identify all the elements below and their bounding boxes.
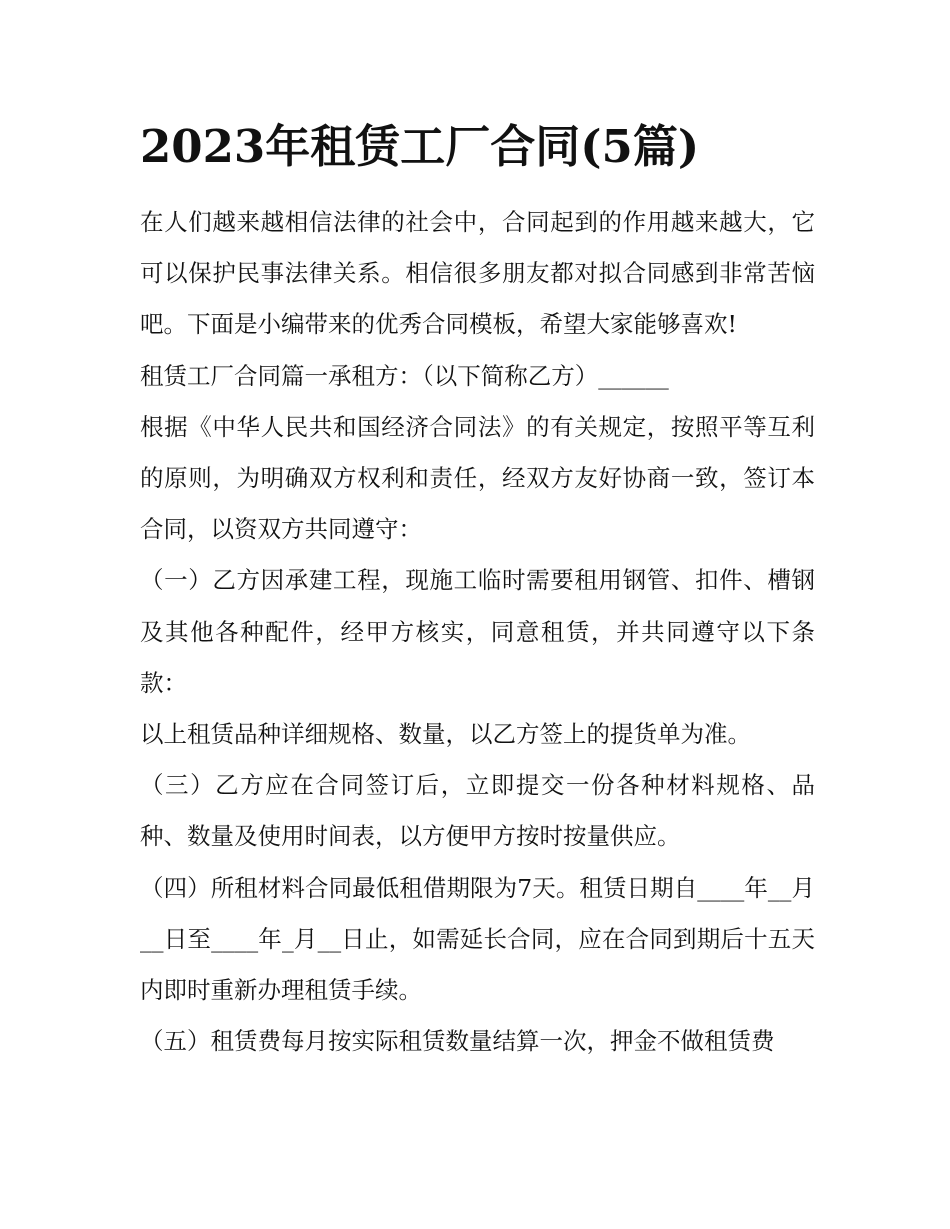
clause-1-paragraph: （一）乙方因承建工程，现施工临时需要租用钢管、扣件、槽钢及其他各种配件，经甲方核实，同意租赁，并共同遵守以下条款： [140,566,815,697]
clause-5-paragraph: （五）租赁费每月按实际租赁数量结算一次，押金不做租赁费 [140,1027,775,1056]
document-title: 2023年租赁工厂合同(5篇) [140,120,700,173]
intro-paragraph: 在人们越来越相信法律的社会中，合同起到的作用越来越大，它可以保护民事法律关系。相信很多朋友都对拟合同感到非常苦恼吧。下面是小编带来的优秀合同模板，希望大家能够喜欢! [140,208,815,339]
preamble-paragraph: 根据《中华人民共和国经济合同法》的有关规定，按照平等互利的原则，为明确双方权利和责任，经双方友好协商一致，签订本合同，以资双方共同遵守： [140,412,815,544]
clause-4-paragraph: （四）所租材料合同最低租借期限为7天。租赁日期自____年__月__日至____年_月__日止，如需延长合同，应在合同到期后十五天内即时重新办理租赁手续。 [140,873,815,1005]
contract-heading-line: 租赁工厂合同篇一承租方：（以下简称乙方）______ [140,361,669,390]
document-body [140,197,815,1067]
clause-3-paragraph: （三）乙方应在合同签订后，立即提交一份各种材料规格、品种、数量及使用时间表，以方便甲方按时按量供应。 [140,771,815,851]
specification-note: 以上租赁品种详细规格、数量，以乙方签上的提货单为准。 [140,720,751,749]
